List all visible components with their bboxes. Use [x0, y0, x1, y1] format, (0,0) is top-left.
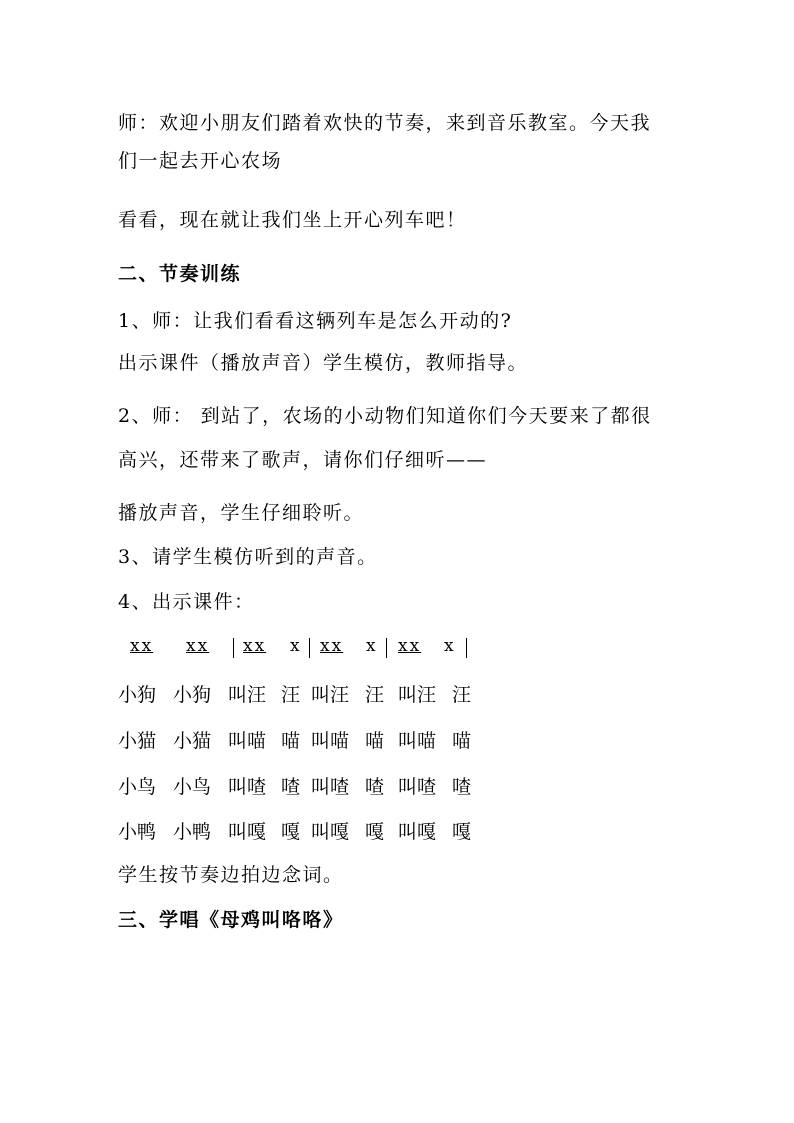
lyric-word: 喵	[281, 730, 301, 752]
rhythm-note: xx	[320, 636, 344, 656]
lyric-word: 嘎	[452, 821, 472, 843]
bar-line	[233, 638, 234, 658]
lyric-word: 叫汪	[398, 684, 437, 706]
lyric-word: 小猫	[173, 730, 212, 752]
lyric-word: 叫喵	[228, 730, 267, 752]
rhythm-note: x	[366, 636, 376, 656]
step-3: 3、请学生模仿听到的声音。	[118, 546, 378, 568]
rhythm-note: x	[290, 636, 300, 656]
lyric-word: 汪	[365, 684, 385, 706]
lyric-word: 汪	[281, 684, 301, 706]
lyric-word: 喳	[452, 776, 472, 798]
lyric-word: 叫喳	[311, 776, 350, 798]
lyric-word: 小鸭	[173, 821, 212, 843]
lyric-word: 嘎	[281, 821, 301, 843]
lyric-word: 小狗	[118, 684, 157, 706]
rhythm-note: xx	[186, 636, 210, 656]
rhythm-note: xx	[398, 636, 422, 656]
lyric-word: 小鸟	[118, 776, 157, 798]
bar-line	[466, 638, 467, 658]
bar-line	[309, 638, 310, 658]
lyric-word: 叫喳	[228, 776, 267, 798]
step-2-detail: 播放声音，学生仔细聆听。	[118, 502, 365, 524]
paragraph-intro-line1: 师：欢迎小朋友们踏着欢快的节奏，来到音乐教室。今天我	[118, 112, 652, 134]
paragraph-intro-line2: 们一起去开心农场	[118, 150, 283, 172]
lyric-word: 喵	[365, 730, 385, 752]
lyric-word: 叫汪	[228, 684, 267, 706]
step-1: 1、师：让我们看看这辆列车是怎么开动的?	[118, 310, 513, 332]
paragraph-intro-line3: 看看，现在就让我们坐上开心列车吧！	[118, 209, 467, 231]
lyric-word: 小狗	[173, 684, 212, 706]
rhythm-note: xx	[130, 636, 154, 656]
lyric-word: 小鸭	[118, 821, 157, 843]
rhythm-note: xx	[243, 636, 267, 656]
lyric-word: 嘎	[365, 821, 385, 843]
lyric-word: 叫嘎	[398, 821, 437, 843]
step-2-line1: 2、师： 到站了，农场的小动物们知道你们今天要来了都很	[118, 405, 652, 427]
lyric-word: 小猫	[118, 730, 157, 752]
section-heading-rhythm-training: 二、节奏训练	[118, 263, 242, 285]
lyric-word: 叫汪	[311, 684, 350, 706]
lyric-word: 叫喳	[398, 776, 437, 798]
lyric-word: 叫喵	[398, 730, 437, 752]
step-1-detail: 出示课件（播放声音）学生模仿，教师指导。	[118, 352, 529, 374]
step-4: 4、出示课件：	[118, 591, 255, 613]
rhythm-note: x	[444, 636, 454, 656]
lyric-word: 喵	[452, 730, 472, 752]
lyric-word: 汪	[452, 684, 472, 706]
lyric-word: 叫嘎	[228, 821, 267, 843]
lyric-word: 叫嘎	[311, 821, 350, 843]
section-heading-learn-song: 三、学唱《母鸡叫咯咯》	[118, 909, 344, 931]
step-2-line2: 高兴，还带来了歌声，请你们仔细听——	[118, 449, 488, 471]
lyric-word: 喳	[365, 776, 385, 798]
practice-instruction: 学生按节奏边拍边念词。	[118, 864, 344, 886]
bar-line	[386, 638, 387, 658]
lyric-word: 小鸟	[173, 776, 212, 798]
lyric-word: 叫喵	[311, 730, 350, 752]
lyric-word: 喳	[281, 776, 301, 798]
